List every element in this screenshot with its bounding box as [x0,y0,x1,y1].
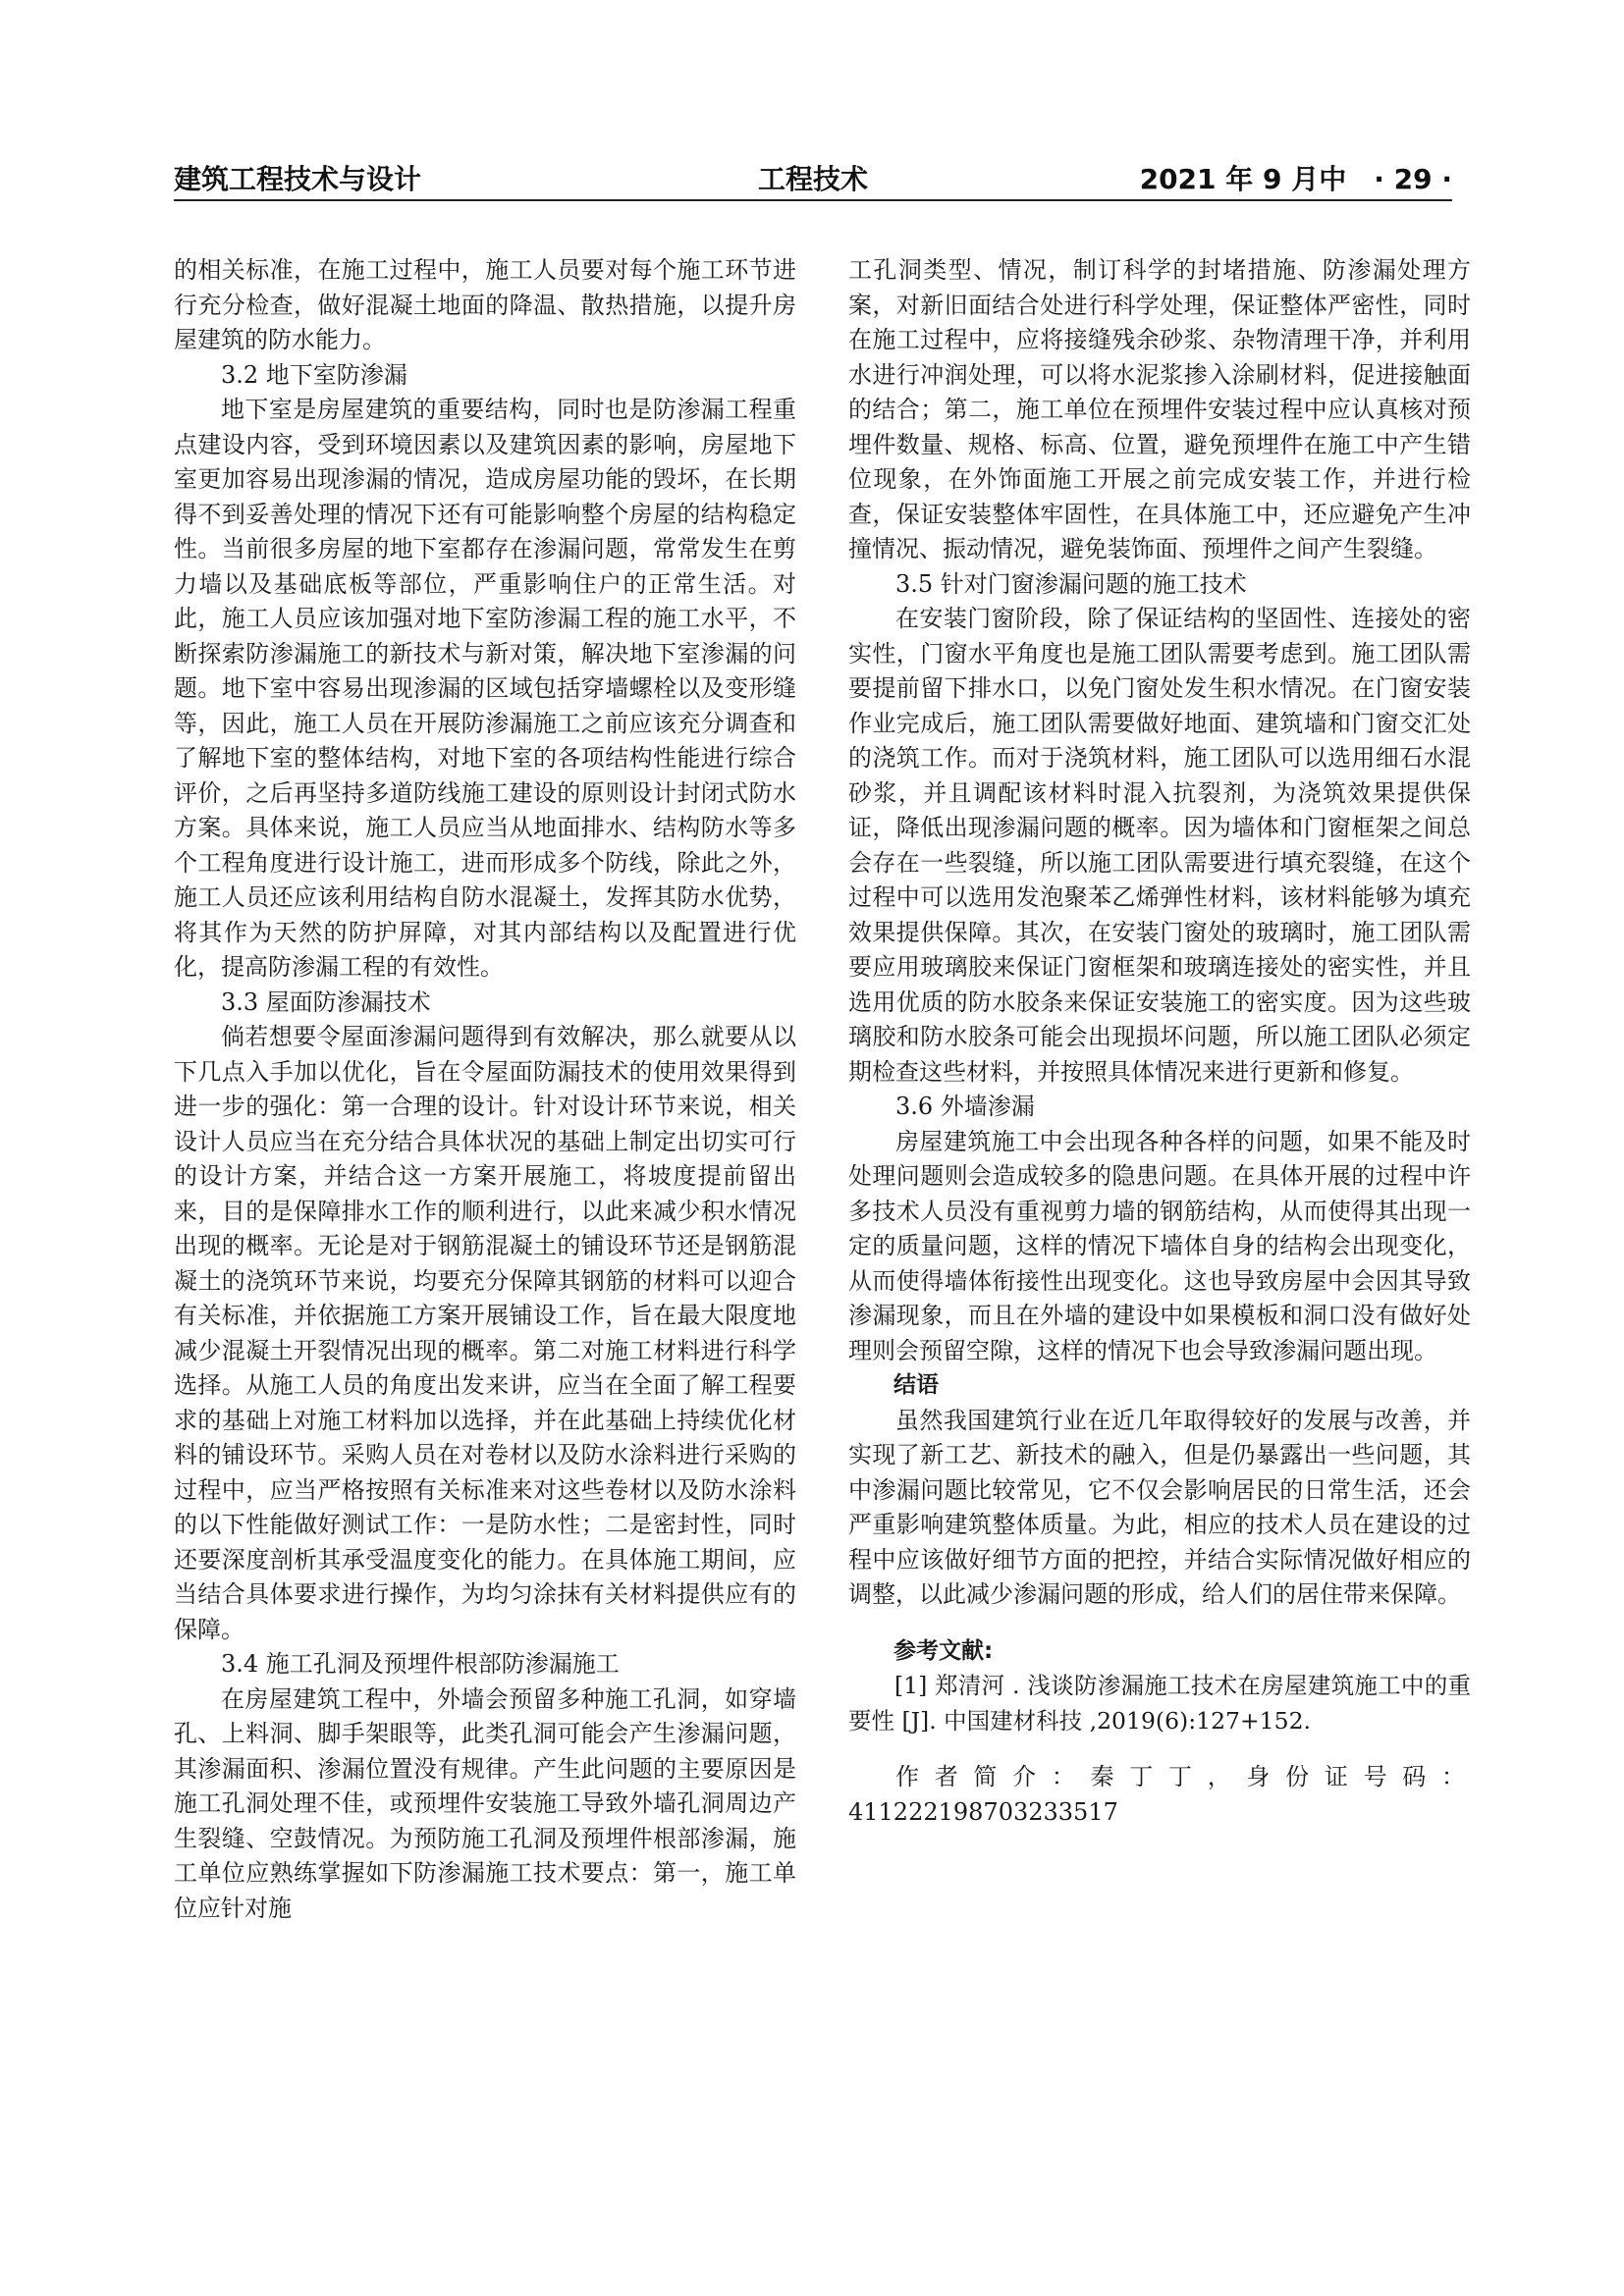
issue-date: 2021 年 9 月中 [1139,163,1347,195]
section-heading-3-5: 3.5 针对门窗渗漏问题的施工技术 [895,569,1247,598]
author-bio-label: 作者简介：秦丁丁，身份证号码： [895,1763,1471,1790]
continued-paragraph-right: 工孔洞类型、情况，制订科学的封堵措施、防渗漏处理方案，对新旧面结合处进行科学处理，保证整体严密性，同时在施工过程中，应将接缝残余砂浆、杂物清理干净，并利用水进行冲润处理，可以将水泥浆掺入涂刷材料，促进接触面的结合；第二，施工单位在预埋件安装过程中应认真核对预埋件数量、规格、标高、位置，避免预埋件在施工中产生错位现象，在外饰面施工开展之前完成安装工作，并进行检查，保证安装整体牢固性，在具体施工中，还应避免产生冲撞情况、振动情况，避免装饰面、预埋件之间产生裂缝。 [848,256,1471,562]
header-rule [174,199,1452,201]
author-id-number: 411222198703233517 [848,1797,1118,1826]
paragraph-3-5: 在安装门窗阶段，除了保证结构的坚固性、连接处的密实性，门窗水平角度也是施工团队需要考虑到。施工团队需要提前留下排水口，以免门窗处发生积水情况。在门窗安装作业完成后，施工团队需要做好地面、建筑墙和门窗交汇处的浇筑工作。而对于浇筑材料，施工团队可以选用细石水混砂浆，并且调配该材料时混入抗裂剂，为浇筑效果提供保证，降低出现渗漏问题的概率。因为墙体和门窗框架之间总会存在一些裂缝，所以施工团队需要进行填充裂缝，在这个过程中可以选用发泡聚苯乙烯弹性材料，该材料能够为填充效果提供保障。其次，在安装门窗处的玻璃时，施工团队需要应用玻璃胶来保证门窗框架和玻璃连接处的密实性，并且选用优质的防水胶条来保证安装施工的密实度。因为这些玻璃胶和防水胶条可能会出现损坏问题，所以施工团队必须定期检查这些材料，并按照具体情况来进行更新和修复。 [848,605,1471,1086]
paragraph-3-4: 在房屋建筑工程中，外墙会预留多种施工孔洞，如穿墙孔、上料洞、脚手架眼等，此类孔洞可能会产生渗漏问题，其渗漏面积、渗漏位置没有规律。产生此问题的主要原因是施工孔洞处理不佳，或预埋件安装施工导致外墙孔洞周边产生裂缝、空鼓情况。为预防施工孔洞及预埋件根部渗漏，施工单位应熟练掌握如下防渗漏施工技术要点：第一，施工单位应针对施 [174,1684,796,1922]
paragraph-3-6: 房屋建筑施工中会出现各种各样的问题，如果不能及时处理问题则会造成较多的隐患问题。在具体开展的过程中许多技术人员没有重视剪力墙的钢筋结构，从而使得其出现一定的质量问题，这样的情况下墙体自身的结构会出现变化，从而使得墙体衔接性出现变化。这也导致房屋中会因其导致渗漏现象，而且在外墙的建设中如果模板和洞口没有做好处理则会预留空隙，这样的情况下也会导致渗漏问题出现。 [848,1127,1471,1364]
page-header [174,152,1452,197]
issue-info [1140,158,1452,197]
paragraph-3-2: 地下室是房屋建筑的重要结构，同时也是防渗漏工程重点建设内容，受到环境因素以及建筑因素的影响，房屋地下室更加容易出现渗漏的情况，造成房屋功能的毁坏，在长期得不到妥善处理的情况下还有可能影响整个房屋的结构稳定性。当前很多房屋的地下室都存在渗漏问题，常常发生在剪力墙以及基础底板等部位，严重影响住户的正常生活。对此，施工人员应该加强对地下室防渗漏工程的施工水平，不断探索防渗漏施工的新技术与新对策，解决地下室渗漏的问题。地下室中容易出现渗漏的区域包括穿墙螺栓以及变形缝等，因此，施工人员在开展防渗漏施工之前应该充分调查和了解地下室的整体结构，对地下室的各项结构性能进行综合评价，之后再坚持多道防线施工建设的原则设计封闭式防水方案。具体来说，施工人员应当从地面排水、结构防水等多个工程角度进行设计施工，进而形成多个防线，除此之外，施工人员还应该利用结构自防水混凝土，发挥其防水优势，将其作为天然的防护屏障，对其内部结构以及配置进行优化，提高防渗漏工程的有效性。 [174,396,796,981]
section-title: 工程技术 [757,163,868,195]
continued-paragraph: 的相关标准，在施工过程中，施工人员要对每个施工环节进行充分检查，做好混凝土地面的降温、散热措施，以提升房屋建筑的防水能力。 [174,256,796,353]
reference-item: [1] 郑清河 . 浅谈防渗漏施工技术在房屋建筑施工中的重要性 [J]. 中国建材科技 ,2019(6):127+152. [848,1672,1471,1735]
right-column [848,253,1471,1830]
references-heading: 参考文献: [893,1637,994,1664]
spacer [848,1738,1471,1760]
page-number: · 29 · [1374,163,1452,195]
conclusion-heading: 结语 [893,1372,939,1398]
section-heading-3-2: 3.2 地下室防渗漏 [221,360,407,389]
journal-title: 建筑工程技术与设计 [174,163,422,195]
paragraph-3-3: 倘若想要令屋面渗漏问题得到有效解决，那么就要从以下几点入手加以优化，旨在令屋面防漏技术的使用效果得到进一步的强化：第一合理的设计。针对设计环节来说，相关设计人员应当在充分结合具体状况的基础上制定出切实可行的设计方案，并结合这一方案开展施工，将坡度提前留出来，目的是保障排水工作的顺利进行，以此来减少积水情况出现的概率。无论是对于钢筋混凝土的铺设环节还是钢筋混凝土的浇筑环节来说，均要充分保障其钢筋的材料可以迎合有关标准，并依据施工方案开展铺设工作，旨在最大限度地减少混凝土开裂情况出现的概率。第二对施工材料进行科学选择。从施工人员的角度出发来讲，应当在全面了解工程要求的基础上对施工材料加以选择，并在此基础上持续优化材料的铺设环节。采购人员在对卷材以及防水涂料进行采购的过程中，应当严格按照有关标准来对这些卷材以及防水涂料的以下性能做好测试工作：一是防水性；二是密封性，同时还要深度剖析其承受温度变化的能力。在具体施工期间，应当结合具体要求进行操作，为均匀涂抹有关材料提供应有的保障。 [174,1023,796,1643]
left-column [174,253,796,1926]
section-heading-3-3: 3.3 屋面防渗漏技术 [221,988,431,1016]
spacer [848,1613,1471,1634]
section-heading-3-6: 3.6 外墙渗漏 [895,1093,1035,1120]
section-heading-3-4: 3.4 施工孔洞及预埋件根部防渗漏施工 [221,1650,620,1678]
conclusion-paragraph: 虽然我国建筑行业在近几年取得较好的发展与改善，并实现了新工艺、新技术的融入，但是仍暴露出一些问题，其中渗漏问题比较常见，它不仅会影响居民的日常生活，还会严重影响建筑整体质量。为此，相应的技术人员在建设的过程中应该做好细节方面的把控，并结合实际情况做好相应的调整，以此减少渗漏问题的形成，给人们的居住带来保障。 [848,1406,1471,1608]
